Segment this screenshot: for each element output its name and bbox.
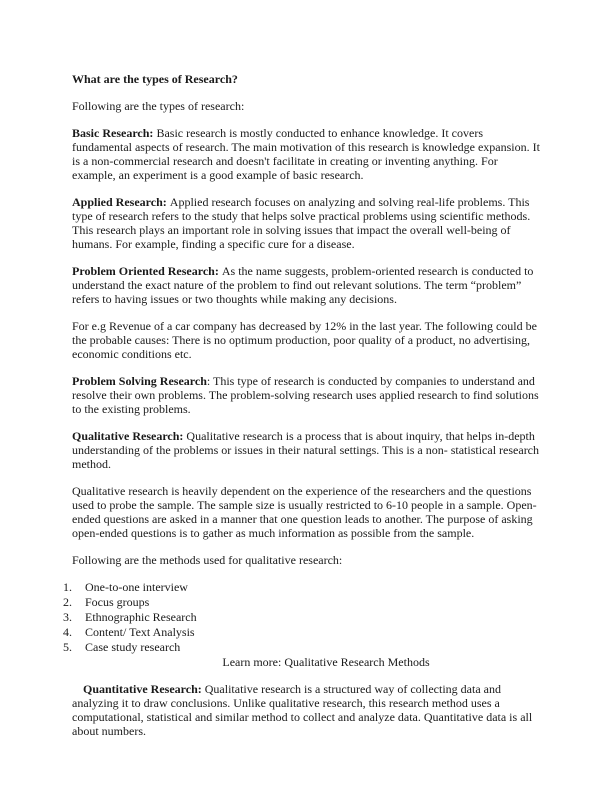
document-title: What are the types of Research?	[72, 72, 238, 86]
paragraph-problem-oriented-research	[72, 264, 540, 306]
list-item	[63, 595, 540, 610]
paragraph-lead: Applied Research:	[72, 195, 170, 209]
list-item	[63, 640, 540, 655]
paragraph-qualitative-research	[72, 429, 540, 471]
list-item	[63, 610, 540, 625]
paragraph-text: Qualitative research is heavily dependent on the experience of the researchers and the questions used to probe the sample. The sample size is usually restricted to 6-10 people in a sample. Open-ended questions are asked in a manner that one question leads to another. The purpose of asking open-ended questions is to gather as much information as possible from the sample.	[72, 484, 537, 540]
list-item-text: Ethnographic Research	[85, 610, 197, 624]
paragraph-intro	[72, 99, 540, 113]
paragraph-text: Qualitative research is a structured way of collecting data and analyzing it to draw conclusions. Unlike qualitative research, this research method uses a computational, statistical and similar method to collect and analyze data. Quantitative data is all about numbers.	[72, 682, 533, 738]
list-item	[63, 625, 540, 640]
list-number: 4.	[63, 625, 72, 639]
paragraph-basic-research	[72, 126, 540, 182]
list-number: 3.	[63, 610, 72, 624]
paragraph-methods-intro	[72, 553, 540, 567]
paragraph-applied-research	[72, 195, 540, 251]
paragraph-problem-solving-research	[72, 374, 540, 416]
paragraph-lead: Qualitative Research:	[72, 429, 187, 443]
list-item-text: Focus groups	[85, 595, 150, 609]
paragraph-problem-example	[72, 319, 540, 361]
paragraph-text: As the name suggests, problem-oriented research is conducted to understand the exact nature of the problem to find out relevant solutions. The term “problem” refers to having issues or two thoughts while making any decisions.	[72, 264, 534, 306]
paragraph-qualitative-detail	[72, 484, 540, 540]
paragraph-text: For e.g Revenue of a car company has decreased by 12% in the last year. The following could be the probable causes: There is no optimum production, poor quality of a product, no advertising, economic conditions etc.	[72, 319, 537, 361]
list-item-text: Content/ Text Analysis	[85, 625, 195, 639]
paragraph-text: Qualitative research is a process that is about inquiry, that helps in-depth understanding of the problems or issues in their natural settings. This is a non- statistical research method.	[72, 429, 540, 471]
paragraph-quantitative-research	[72, 682, 540, 738]
paragraph-text: Following are the methods used for qualitative research:	[72, 553, 343, 567]
learn-more-line: Learn more: Qualitative Research Methods	[222, 655, 430, 669]
paragraph-text: Basic research is mostly conducted to enhance knowledge. It covers fundamental aspects of research. The main motivation of this research is knowledge expansion. It is a non-commercial research and doesn't facilitate in creating or inventing anything. For example, an experiment is a good example of basic research.	[72, 126, 540, 182]
list-number: 5.	[63, 640, 72, 654]
paragraph-text: Following are the types of research:	[72, 99, 245, 113]
list-number: 2.	[63, 595, 72, 609]
paragraph-lead: Problem Oriented Research:	[72, 264, 222, 278]
paragraph-lead: Basic Research:	[72, 126, 157, 140]
list-number: 1.	[63, 580, 72, 594]
qualitative-methods-list	[63, 580, 540, 655]
list-item-text: Case study research	[85, 640, 181, 654]
paragraph-lead: Quantitative Research:	[83, 682, 205, 696]
list-item-text: One-to-one interview	[85, 580, 188, 594]
list-item	[63, 580, 540, 595]
paragraph-text: : This type of research is conducted by companies to understand and resolve their own problems. The problem-solving research uses applied research to find solutions to the existing problems.	[72, 374, 539, 416]
paragraph-text: Applied research focuses on analyzing and solving real-life problems. This type of research refers to the study that helps solve practical problems using scientific methods. This research plays an important role in solving issues that impact the overall well-being of humans. For example, finding a specific cure for a disease.	[72, 195, 531, 251]
paragraph-lead: Problem Solving Research	[72, 374, 207, 388]
